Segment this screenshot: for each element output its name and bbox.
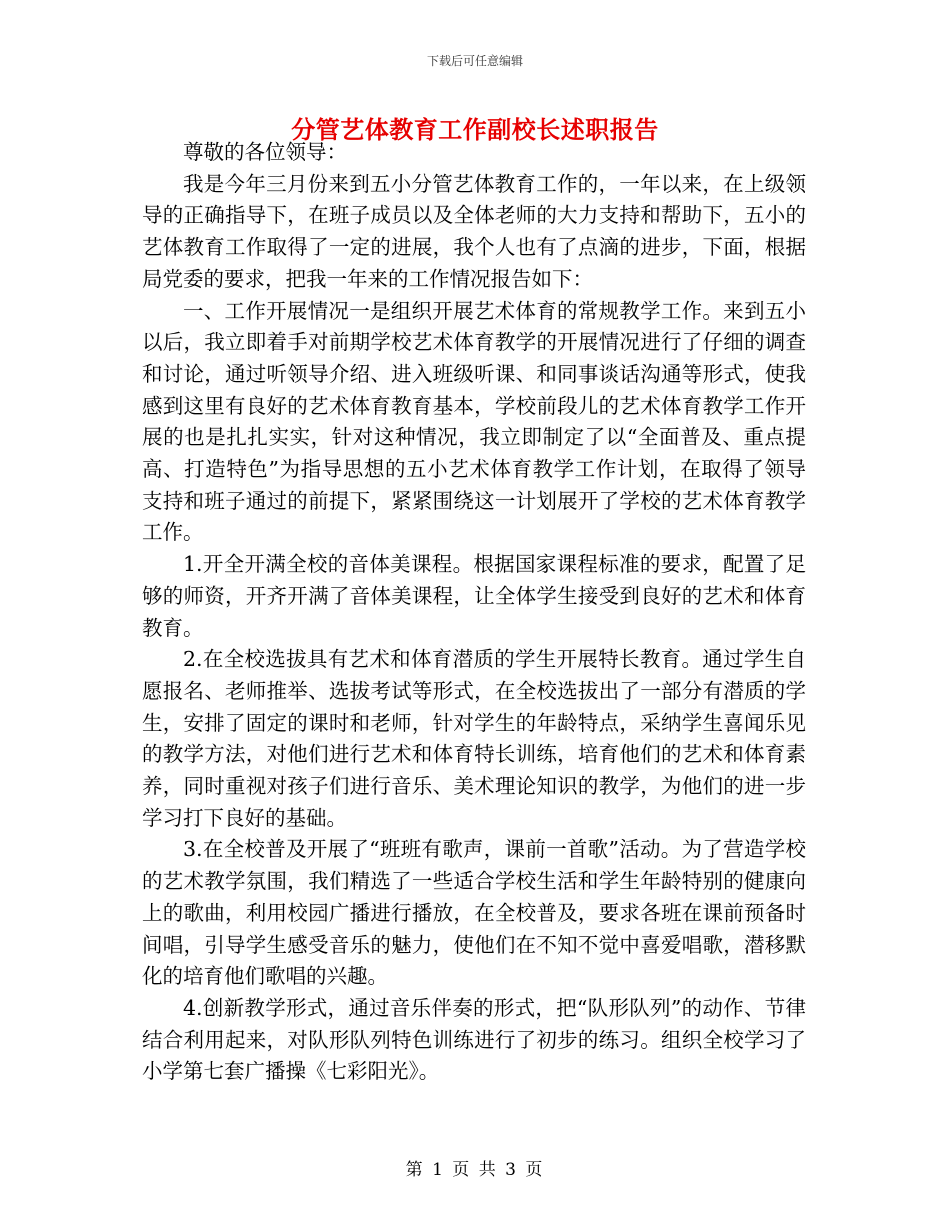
page-header-note: 下载后可任意编辑 [426, 54, 523, 68]
item-1-paragraph: 1.开全开满全校的音体美课程。根据国家课程标准的要求，配置了足够的师资，开齐开满了音体美课程，让全体学生接受到良好的艺术和体育教育。 [142, 552, 806, 640]
item-3-paragraph: 3.在全校普及开展了“班班有歌声，课前一首歌”活动。为了营造学校的艺术教学氛围，我们精选了一些适合学校生活和学生年龄特别的健康向上的歌曲，利用校园广播进行播放，在全校普及，要求各班在课前预备时间唱，引导学生感受音乐的魅力，使他们在不知不觉中喜爱唱歌，潜移默化的培育他们歌唱的兴趣。 [142, 837, 806, 989]
item-2-paragraph: 2.在全校选拔具有艺术和体育潜质的学生开展特长教育。通过学生自愿报名、老师推举、选拔考试等形式，在全校选拔出了一部分有潜质的学生，安排了固定的课时和老师，针对学生的年龄特点，采纳学生喜闻乐见的教学方法，对他们进行艺术和体育特长训练，培育他们的艺术和体育素养，同时重视对孩子们进行音乐、美术理论知识的教学，为他们的进一步学习打下良好的基础。 [142, 647, 806, 830]
document-body [142, 137, 806, 1088]
document-title: 分管艺体教育工作副校长述职报告 [291, 115, 659, 144]
intro-paragraph: 我是今年三月份来到五小分管艺体教育工作的，一年以来，在上级领导的正确指导下，在班子成员以及全体老师的大力支持和帮助下，五小的艺体教育工作取得了一定的进展，我个人也有了点滴的进步，下面，根据局党委的要求，把我一年来的工作情况报告如下： [142, 171, 806, 291]
page-number-footer: 第 1 页 共 3 页 [405, 1160, 545, 1180]
salutation-paragraph: 尊敬的各位领导： [183, 140, 347, 164]
item-4-paragraph: 4.创新教学形式，通过音乐伴奏的形式，把“队形队列”的动作、节律结合利用起来，对队形队列特色训练进行了初步的练习。组织全校学习了小学第七套广播操《七彩阳光》。 [142, 995, 806, 1084]
work-overview-paragraph: 一、工作开展情况一是组织开展艺术体育的常规教学工作。来到五小以后，我立即着手对前期学校艺术体育教学的开展情况进行了仔细的调查和讨论，通过听领导介绍、进入班级听课、和同事谈话沟通等形式，使我感到这里有良好的艺术体育教育基本，学校前段儿的艺术体育教学工作开展的也是扎扎实实，针对这种情况，我立即制定了以“全面普及、重点提高、打造特色”为指导思想的五小艺术体育教学工作计划，在取得了领导支持和班子通过的前提下，紧紧围绕这一计划展开了学校的艺术体育教学工作。 [142, 298, 806, 545]
